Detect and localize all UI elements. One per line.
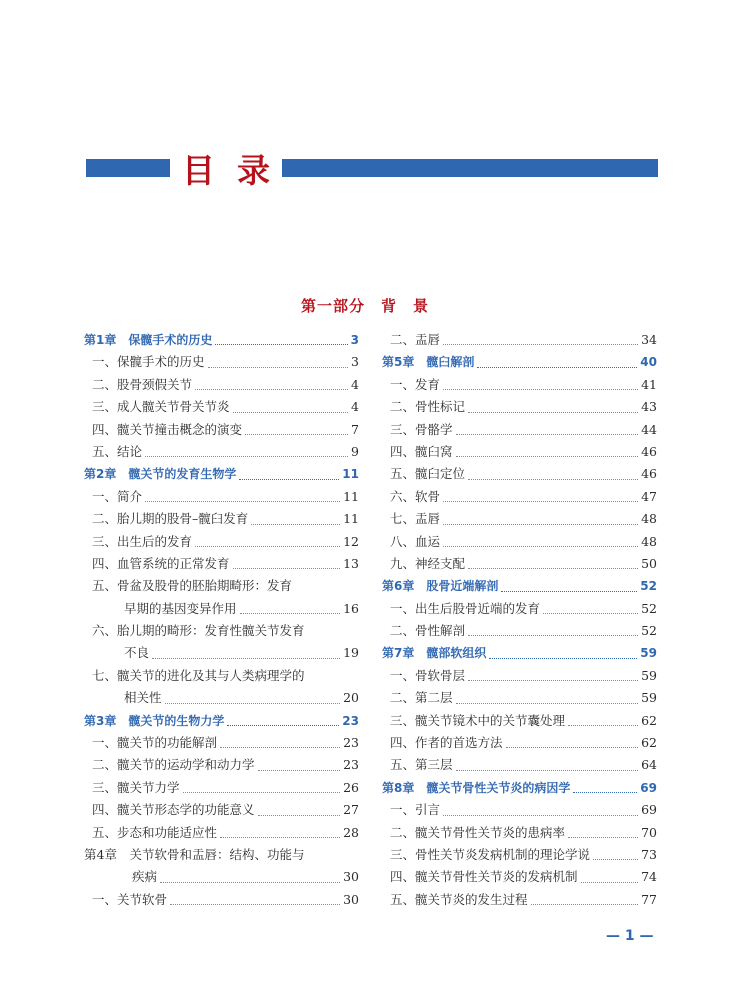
toc-entry-label: 一、骨软骨层 <box>390 667 466 683</box>
toc-entry-page: 62 <box>641 712 657 728</box>
toc-leader-dots <box>220 837 340 838</box>
toc-entry-page: 48 <box>641 533 657 549</box>
toc-entry-label: 三、成人髋关节骨关节炎 <box>92 399 230 415</box>
toc-section-entry[interactable] <box>84 687 359 709</box>
toc-leader-dots <box>245 434 348 435</box>
toc-entry-label: 第3章 髋关节的生物力学 <box>84 713 225 728</box>
toc-section-entry[interactable] <box>84 351 359 373</box>
toc-leader-dots <box>468 568 638 569</box>
toc-entry-page: 11 <box>342 467 359 482</box>
toc-leader-dots <box>573 792 637 793</box>
title-bar-right <box>282 159 658 177</box>
toc-entry-page: 47 <box>641 488 657 504</box>
toc-entry-label: 二、骨性解剖 <box>390 623 466 639</box>
toc-section-entry[interactable] <box>84 642 359 664</box>
toc-section-entry[interactable] <box>382 553 657 575</box>
toc-leader-dots <box>443 815 638 816</box>
toc-entry-label: 一、保髋手术的历史 <box>92 354 205 370</box>
toc-entry-page: 28 <box>343 824 359 840</box>
toc-entry-label: 疾病 <box>132 869 158 885</box>
toc-entry-page: 44 <box>641 421 657 437</box>
toc-leader-dots <box>240 613 341 614</box>
toc-section-entry[interactable] <box>84 799 359 821</box>
toc-leader-dots <box>456 434 639 435</box>
toc-section-entry[interactable] <box>382 463 657 485</box>
toc-entry-page: 9 <box>351 443 359 459</box>
toc-entry-page: 59 <box>641 667 657 683</box>
toc-section-entry[interactable] <box>84 396 359 418</box>
toc-leader-dots <box>501 591 637 592</box>
toc-entry-label: 八、血运 <box>390 533 441 549</box>
toc-section-entry[interactable] <box>382 598 657 620</box>
toc-section-entry[interactable] <box>382 687 657 709</box>
toc-leader-dots <box>531 904 639 905</box>
toc-leader-dots <box>251 524 340 525</box>
toc-section-entry[interactable] <box>84 508 359 530</box>
toc-entry-page: 52 <box>640 579 657 594</box>
toc-entry-page: 30 <box>343 869 359 885</box>
toc-leader-dots <box>581 882 639 883</box>
toc-entry-label: 五、骨盆及股骨的胚胎期畸形：发育 <box>92 578 293 594</box>
toc-entry-label: 一、关节软骨 <box>92 891 168 907</box>
toc-entry-page: 3 <box>350 332 359 347</box>
toc-section-entry[interactable] <box>84 754 359 776</box>
toc-section-entry[interactable] <box>84 441 359 463</box>
toc-leader-dots <box>468 680 638 681</box>
toc-leader-dots <box>220 747 340 748</box>
toc-entry-label: 二、胎儿期的股骨–髋臼发育 <box>92 511 249 527</box>
toc-entry-page: 64 <box>641 757 657 773</box>
toc-entry-label: 一、发育 <box>390 376 441 392</box>
toc-leader-dots <box>456 703 639 704</box>
toc-section-entry[interactable] <box>84 486 359 508</box>
toc-entry-page: 11 <box>343 488 359 504</box>
toc-entry-page: 23 <box>343 757 359 773</box>
toc-section-entry[interactable] <box>84 822 359 844</box>
toc-entry-label: 九、神经支配 <box>390 555 466 571</box>
toc-entry-label: 五、第三层 <box>390 757 453 773</box>
toc-leader-dots <box>477 367 637 368</box>
toc-entry-page: 40 <box>640 355 657 370</box>
toc-entry-page: 12 <box>343 533 359 549</box>
toc-section-entry[interactable] <box>382 754 657 776</box>
page-title <box>170 145 282 191</box>
toc-section-entry[interactable] <box>382 889 657 911</box>
toc-entry-page: 23 <box>343 735 359 751</box>
toc-entry-page: 13 <box>343 555 359 571</box>
toc-entry-page: 46 <box>641 466 657 482</box>
toc-left-column <box>84 329 359 911</box>
toc-leader-dots <box>145 501 340 502</box>
toc-entry-page: 62 <box>641 735 657 751</box>
toc-section-entry[interactable] <box>382 396 657 418</box>
toc-entry-page: 48 <box>641 511 657 527</box>
toc-section-entry[interactable] <box>382 844 657 866</box>
toc-entry-page: 16 <box>343 600 359 616</box>
toc-entry-label: 一、出生后股骨近端的发育 <box>390 600 541 616</box>
toc-section-entry[interactable] <box>382 508 657 530</box>
toc-entry-label: 第8章 髋关节骨性关节炎的病因学 <box>382 780 571 795</box>
toc-entry-label: 五、髋关节炎的发生过程 <box>390 891 528 907</box>
toc-chapter-entry[interactable] <box>382 575 657 597</box>
toc-entry-label: 第6章 股骨近端解剖 <box>382 579 499 594</box>
toc-entry-label: 二、骨性标记 <box>390 399 466 415</box>
toc-entry-page: 11 <box>343 511 359 527</box>
title-bar-left <box>86 159 170 177</box>
toc-entry-label: 第4章 关节软骨和盂唇：结构、功能与 <box>84 846 305 862</box>
toc-section-entry[interactable] <box>382 374 657 396</box>
toc-entry-label: 相关性 <box>124 690 162 706</box>
toc-entry-page: 52 <box>641 600 657 616</box>
toc-leader-dots <box>443 524 638 525</box>
toc-entry-label: 六、软骨 <box>390 488 441 504</box>
toc-section-entry[interactable] <box>84 575 359 597</box>
toc-entry-page: 41 <box>641 376 657 392</box>
toc-leader-dots <box>170 904 340 905</box>
toc-entry-label: 第1章 保髋手术的历史 <box>84 332 213 347</box>
toc-leader-dots <box>145 456 348 457</box>
toc-leader-dots <box>568 725 638 726</box>
toc-entry-label: 一、引言 <box>390 802 441 818</box>
toc-entry-label: 第7章 髋部软组织 <box>382 646 487 661</box>
toc-entry-label: 早期的基因变异作用 <box>124 600 237 616</box>
toc-entry-page: 4 <box>351 376 359 392</box>
toc-entry-page: 34 <box>641 331 657 347</box>
toc-entry-label: 三、髋关节力学 <box>92 779 180 795</box>
toc-entry-label: 四、髋关节撞击概念的演变 <box>92 421 243 437</box>
toc-section-entry[interactable] <box>382 441 657 463</box>
toc-section-entry[interactable] <box>84 531 359 553</box>
toc-leader-dots <box>443 344 638 345</box>
toc-section-entry[interactable] <box>84 665 359 687</box>
toc-leader-dots <box>543 613 638 614</box>
toc-section-entry[interactable] <box>84 732 359 754</box>
toc-entry-page: 69 <box>641 802 657 818</box>
toc-section-entry[interactable] <box>382 620 657 642</box>
toc-chapter-entry[interactable] <box>84 844 359 866</box>
toc-leader-dots <box>489 658 637 659</box>
title-band <box>86 150 658 190</box>
toc-chapter-entry[interactable] <box>84 866 359 888</box>
toc-section-entry[interactable] <box>382 822 657 844</box>
toc-entry-label: 四、髋关节骨性关节炎的发病机制 <box>390 869 578 885</box>
toc-leader-dots <box>456 770 639 771</box>
toc-leader-dots <box>233 412 349 413</box>
toc-leader-dots <box>195 546 340 547</box>
part-title: 第一部分 背 景 <box>300 297 429 315</box>
toc-entry-page: 30 <box>343 891 359 907</box>
toc-entry-page: 59 <box>641 690 657 706</box>
toc-section-entry[interactable] <box>382 329 657 351</box>
toc-entry-page: 46 <box>641 443 657 459</box>
toc-section-entry[interactable] <box>382 799 657 821</box>
toc-leader-dots <box>258 770 341 771</box>
page-number: — 1 — <box>606 928 654 944</box>
toc-entry-page: 7 <box>351 421 359 437</box>
toc-entry-label: 七、髋关节的进化及其与人类病理学的 <box>92 667 305 683</box>
toc-section-entry[interactable] <box>84 374 359 396</box>
toc-leader-dots <box>152 658 340 659</box>
toc-entry-page: 77 <box>641 891 657 907</box>
toc-section-entry[interactable] <box>382 665 657 687</box>
toc-section-entry[interactable] <box>84 598 359 620</box>
toc-entry-page: 3 <box>351 354 359 370</box>
toc-leader-dots <box>456 456 639 457</box>
toc-leader-dots <box>195 389 348 390</box>
toc-chapter-entry[interactable] <box>382 642 657 664</box>
toc-entry-label: 四、髋关节形态学的功能意义 <box>92 802 255 818</box>
toc-section-entry[interactable] <box>382 710 657 732</box>
toc-entry-page: 20 <box>343 690 359 706</box>
toc-entry-label: 四、作者的首选方法 <box>390 735 503 751</box>
toc-entry-label: 三、骨性关节炎发病机制的理论学说 <box>390 846 591 862</box>
toc-entry-label: 六、胎儿期的畸形：发育性髋关节发育 <box>92 623 305 639</box>
toc-leader-dots <box>468 479 638 480</box>
toc-entry-label: 不良 <box>124 645 150 661</box>
toc-section-entry[interactable] <box>382 531 657 553</box>
toc-section-entry[interactable] <box>84 620 359 642</box>
toc-leader-dots <box>165 703 341 704</box>
toc-chapter-entry[interactable] <box>382 777 657 799</box>
toc-entry-label: 五、步态和功能适应性 <box>92 824 218 840</box>
toc-leader-dots <box>443 389 638 390</box>
toc-right-column <box>382 329 657 911</box>
toc-section-entry[interactable] <box>382 866 657 888</box>
toc-leader-dots <box>443 546 638 547</box>
toc-entry-label: 五、髋臼定位 <box>390 466 466 482</box>
toc-leader-dots <box>239 479 339 480</box>
toc-leader-dots <box>468 412 638 413</box>
toc-entry-page: 74 <box>641 869 657 885</box>
toc-entry-page: 26 <box>343 779 359 795</box>
toc-entry-label: 二、股骨颈假关节 <box>92 376 193 392</box>
toc-chapter-entry[interactable] <box>382 351 657 373</box>
toc-chapter-entry[interactable] <box>84 463 359 485</box>
toc-entry-label: 一、髋关节的功能解剖 <box>92 735 218 751</box>
toc-entry-label: 一、简介 <box>92 488 143 504</box>
toc-leader-dots <box>233 568 341 569</box>
toc-leader-dots <box>227 725 339 726</box>
toc-entry-label: 四、髋臼窝 <box>390 443 453 459</box>
toc-section-entry[interactable] <box>382 732 657 754</box>
toc-chapter-entry[interactable] <box>84 329 359 351</box>
toc-entry-page: 23 <box>342 713 359 728</box>
toc-section-entry[interactable] <box>84 889 359 911</box>
toc-entry-page: 59 <box>640 646 657 661</box>
toc-entry-page: 69 <box>640 780 657 795</box>
toc-entry-page: 52 <box>641 623 657 639</box>
toc-leader-dots <box>568 837 638 838</box>
toc-section-entry[interactable] <box>84 419 359 441</box>
toc-entry-page: 19 <box>343 645 359 661</box>
toc-leader-dots <box>160 882 340 883</box>
toc-section-entry[interactable] <box>382 486 657 508</box>
page-title-char: 目 <box>182 150 215 190</box>
toc-section-entry[interactable] <box>84 553 359 575</box>
toc-section-entry[interactable] <box>84 777 359 799</box>
toc-entry-label: 七、盂唇 <box>390 511 441 527</box>
toc-leader-dots <box>593 859 638 860</box>
toc-entry-page: 50 <box>641 555 657 571</box>
toc-entry-label: 二、髋关节的运动学和动力学 <box>92 757 255 773</box>
toc-entry-label: 二、髋关节骨性关节炎的患病率 <box>390 824 566 840</box>
toc-entry-label: 第5章 髋臼解剖 <box>382 355 475 370</box>
toc-entry-page: 70 <box>641 824 657 840</box>
toc-entry-page: 4 <box>351 399 359 415</box>
toc-chapter-entry[interactable] <box>84 710 359 732</box>
toc-leader-dots <box>258 815 341 816</box>
toc-leader-dots <box>506 747 639 748</box>
toc-entry-label: 四、血管系统的正常发育 <box>92 555 230 571</box>
page-title-char: 录 <box>237 150 270 190</box>
toc-entry-page: 27 <box>343 802 359 818</box>
toc-entry-label: 五、结论 <box>92 443 143 459</box>
toc-leader-dots <box>183 792 341 793</box>
toc-leader-dots <box>468 635 638 636</box>
toc-entry-label: 三、髋关节镜术中的关节囊处理 <box>390 712 566 728</box>
toc-entry-label: 二、盂唇 <box>390 331 441 347</box>
toc-leader-dots <box>208 367 349 368</box>
toc-entry-page: 43 <box>641 399 657 415</box>
toc-leader-dots <box>215 344 347 345</box>
toc-entry-page: 73 <box>641 846 657 862</box>
toc-entry-label: 三、出生后的发育 <box>92 533 193 549</box>
toc-section-entry[interactable] <box>382 419 657 441</box>
toc-entry-label: 二、第二层 <box>390 690 453 706</box>
toc-leader-dots <box>443 501 638 502</box>
toc-entry-label: 第2章 髋关节的发育生物学 <box>84 467 237 482</box>
toc-entry-label: 三、骨骼学 <box>390 421 453 437</box>
